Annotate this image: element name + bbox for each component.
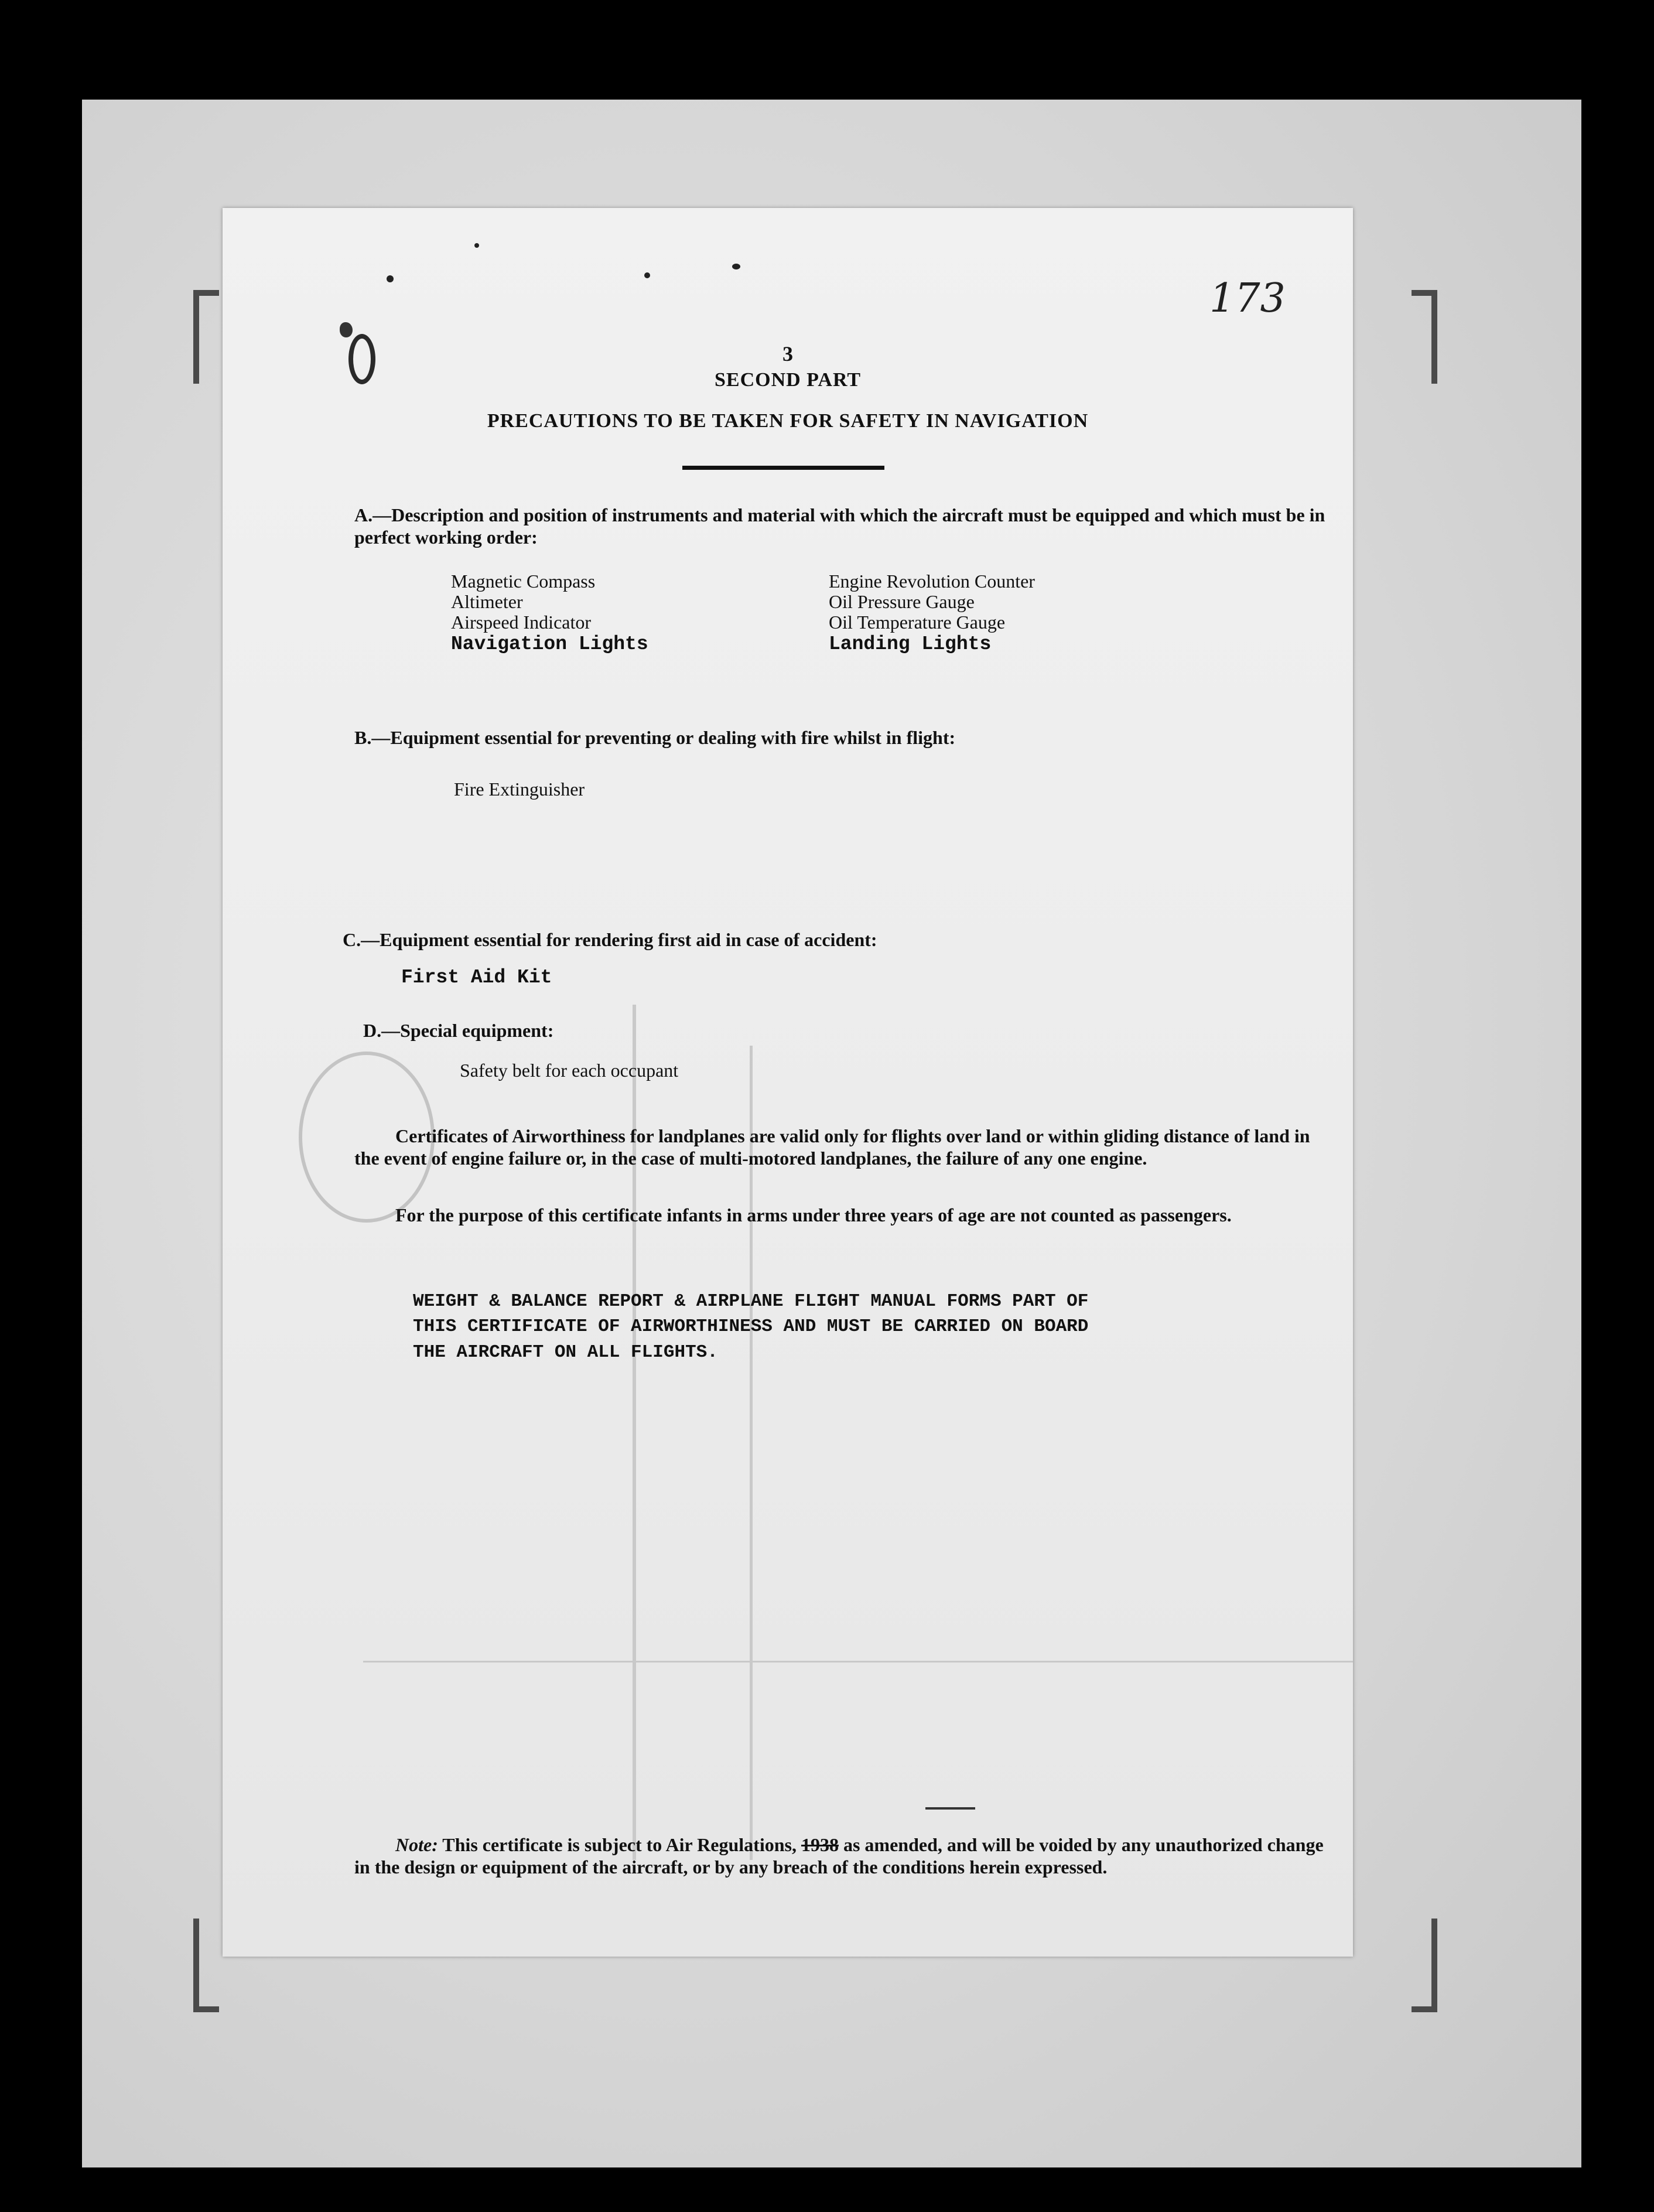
footer-rule [925, 1807, 975, 1810]
ink-speck [732, 264, 740, 269]
section-b-text: B.—Equipment essential for preventing or dealing with fire whilst in flight: [354, 727, 956, 748]
section-d-text: D.—Special equipment: [363, 1020, 554, 1041]
section-a-left-list [451, 571, 648, 655]
ink-speck [387, 275, 394, 282]
handwritten-page-number: 173 [1209, 275, 1286, 322]
typed-notice-line: WEIGHT & BALANCE REPORT & AIRPLANE FLIGHT MANUAL FORMS PART OF [413, 1291, 1089, 1312]
ink-speck [644, 272, 650, 278]
page-number: 3 [782, 342, 793, 366]
part-title: SECOND PART [714, 369, 862, 391]
list-item: Altimeter [451, 591, 523, 613]
list-item: Magnetic Compass [451, 571, 596, 592]
section-a-body: A.—Description and position of instruments and material with which the aircraft must be equipped and which must be in perfect working order: [354, 504, 1325, 548]
main-heading: PRECAUTIONS TO BE TAKEN FOR SAFETY IN NAVIGATION [487, 410, 1089, 432]
landplanes-note: Certificates of Airworthiness for landplanes are valid only for flights over land or within gliding distance of land in the event of engine failure or, in the case of multi-motored landplanes, the failure of any one engine. [354, 1125, 1310, 1169]
crop-mark-bottom-left [193, 1919, 219, 2012]
footer-struck-year: 1938 [801, 1834, 839, 1855]
list-item: Engine Revolution Counter [829, 571, 1035, 592]
list-item: Airspeed Indicator [451, 612, 592, 633]
typed-notice-line: THE AIRCRAFT ON ALL FLIGHTS. [413, 1341, 718, 1363]
ink-speck [474, 243, 479, 248]
heading-rule [682, 466, 884, 470]
bleed-through-line [363, 1661, 1353, 1663]
list-item: Oil Pressure Gauge [829, 591, 975, 613]
footer-note-label: Note: [395, 1834, 438, 1855]
typed-notice [413, 1289, 1088, 1365]
crop-mark-bottom-right [1412, 1919, 1437, 2012]
certificate-page [223, 208, 1353, 1957]
section-c-text: C.—Equipment essential for rendering first aid in case of accident: [343, 929, 877, 950]
section-a-right-list [829, 571, 1035, 655]
list-item-typed: Navigation Lights [451, 633, 648, 655]
section-a-text [354, 504, 1338, 549]
crop-mark-top-left [193, 290, 219, 384]
crop-mark-top-right [1412, 290, 1437, 384]
infants-note: For the purpose of this certificate infants in arms under three years of age are not counted as passengers. [395, 1204, 1232, 1226]
ink-blot [340, 322, 353, 337]
footer-note [354, 1834, 1338, 1879]
list-item: Oil Temperature Gauge [829, 612, 1006, 633]
footer-note-text: This certificate is subject to Air Regulations, [442, 1834, 797, 1855]
section-c-typed: First Aid Kit [401, 967, 552, 988]
section-d-item: Safety belt for each occupant [460, 1060, 679, 1081]
typed-notice-line: THIS CERTIFICATE OF AIRWORTHINESS AND MUST BE CARRIED ON BOARD [413, 1316, 1089, 1337]
section-b-item: Fire Extinguisher [454, 779, 585, 800]
list-item-typed: Landing Lights [829, 633, 992, 655]
footer-note-text: as amended, and will be voided by any unauthorized change in the design or equipment of the aircraft, or by any breach of the conditions herein expressed. [354, 1834, 1324, 1878]
